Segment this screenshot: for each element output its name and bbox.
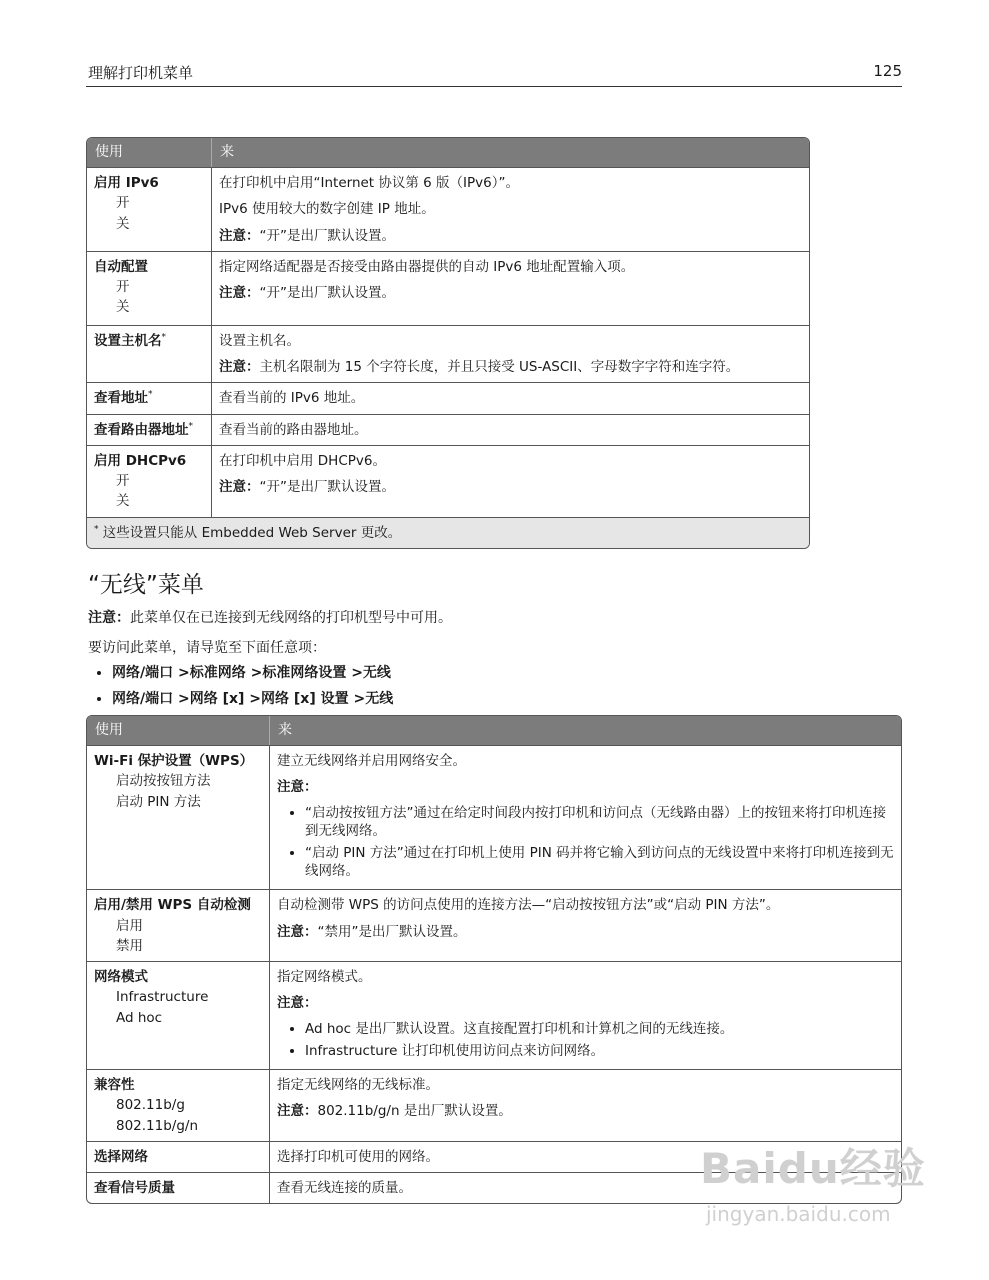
description-cell bbox=[211, 414, 809, 445]
note-bullet: • Ad hoc 是出厂默认设置。这直接配置打印机和计算机之间的无线连接。 bbox=[305, 1020, 895, 1038]
table-row bbox=[87, 889, 901, 961]
note-text: “开”是出厂默认设置。 bbox=[259, 285, 395, 301]
menu-item-name: 启用 IPv6 bbox=[94, 175, 159, 191]
baidu-watermark bbox=[700, 1136, 930, 1246]
note-bullet: • “启动 PIN 方法”通过在打印机上使用 PIN 码并将它输入到访问点的无线设置中来将打印机连接到无线网络。 bbox=[305, 844, 895, 880]
description-line: 指定网络适配器是否接受由路由器提供的自动 IPv6 地址配置输入项。 bbox=[219, 258, 635, 275]
option: 关 bbox=[116, 493, 130, 510]
note-label: 注意： bbox=[219, 227, 260, 244]
description-cell bbox=[211, 382, 809, 413]
note bbox=[219, 226, 803, 246]
option: Ad hoc bbox=[116, 1009, 163, 1026]
section-note bbox=[88, 607, 908, 627]
footnote-row bbox=[87, 517, 809, 548]
description-cell bbox=[269, 745, 901, 889]
section-title: “无线”菜单 bbox=[88, 572, 204, 598]
description-line: 查看无线连接的质量。 bbox=[277, 1180, 412, 1197]
description-cell bbox=[211, 167, 809, 251]
note-text: 802.11b/g/n 是出厂默认设置。 bbox=[317, 1103, 512, 1120]
option: 开 bbox=[116, 473, 130, 489]
description-line: 自动检测带 WPS 的访问点使用的连接方法—“启动按按钮方法”或“启动 PIN 方法”。 bbox=[277, 897, 780, 914]
option: 关 bbox=[116, 215, 130, 232]
description-line: 指定无线网络的无线标准。 bbox=[277, 1077, 439, 1094]
table-row bbox=[87, 445, 809, 517]
table-row bbox=[87, 745, 901, 889]
option: 关 bbox=[116, 299, 130, 316]
note-label: 注意： bbox=[219, 359, 260, 375]
description-cell bbox=[269, 889, 901, 961]
description-cell bbox=[211, 445, 809, 517]
option: Infrastructure bbox=[116, 989, 209, 1006]
wireless-section-heading bbox=[88, 566, 908, 599]
wireless-settings-table bbox=[86, 715, 902, 1204]
menu-item-cell bbox=[87, 1069, 269, 1141]
table-row bbox=[87, 382, 809, 413]
menu-item-cell bbox=[87, 414, 211, 445]
description-cell bbox=[269, 961, 901, 1069]
description-line: 在打印机中启用 DHCPv6。 bbox=[219, 452, 386, 469]
watermark-brand: Baidu经验 bbox=[700, 1144, 926, 1193]
footnote-cell bbox=[87, 517, 809, 548]
menu-item-name: 设置主机名 bbox=[94, 332, 162, 349]
note-text: “开”是出厂默认设置。 bbox=[259, 227, 395, 244]
note-bullets bbox=[277, 1020, 895, 1060]
note-text: “禁用”是出厂默认设置。 bbox=[317, 923, 467, 940]
menu-item-name: 查看地址 bbox=[94, 390, 148, 407]
note-bullet: • “启动按按钮方法”通过在给定时间段内按打印机和访问点（无线路由器）上的按钮来将打印机连接到无线网络。 bbox=[305, 804, 895, 840]
option: 开 bbox=[116, 195, 130, 212]
page-number: 125 bbox=[873, 62, 902, 80]
menu-path: • 网络/端口 >标准网络 >标准网络设置 >无线 bbox=[112, 662, 908, 682]
option: 禁用 bbox=[116, 937, 143, 954]
description-line: IPv6 使用较大的数字创建 IP 地址。 bbox=[219, 201, 435, 218]
menu-path: • 网络/端口 >网络 [x] >网络 [x] 设置 >无线 bbox=[112, 688, 908, 708]
footnote-marker: * bbox=[94, 524, 99, 535]
table-header-row bbox=[87, 716, 901, 745]
description-line: 指定网络模式。 bbox=[277, 969, 372, 986]
option: 启用 bbox=[116, 917, 143, 934]
description-line: 建立无线网络并启用网络安全。 bbox=[277, 753, 466, 769]
table-row bbox=[87, 251, 809, 325]
menu-item-name: 网络模式 bbox=[94, 969, 148, 986]
description-cell bbox=[269, 1069, 901, 1141]
menu-item-name: Wi-Fi 保护设置（WPS） bbox=[94, 753, 254, 769]
note bbox=[219, 283, 803, 303]
option: 开 bbox=[116, 279, 130, 295]
table-row bbox=[87, 961, 901, 1069]
table-header-row bbox=[87, 138, 809, 167]
menu-item-cell bbox=[87, 889, 269, 961]
table-row bbox=[87, 167, 809, 251]
menu-path-list bbox=[88, 662, 908, 714]
menu-item-cell bbox=[87, 445, 211, 517]
note bbox=[219, 357, 803, 377]
menu-item-cell bbox=[87, 961, 269, 1069]
footnote-marker: * bbox=[148, 389, 153, 400]
watermark-url: jingyan.baidu.com bbox=[706, 1202, 891, 1226]
note-label: 注意： bbox=[277, 779, 318, 796]
menu-item-cell bbox=[87, 382, 211, 413]
description-line: 在打印机中启用“Internet 协议第 6 版（IPv6）”。 bbox=[219, 175, 520, 191]
menu-item-cell bbox=[87, 745, 269, 889]
menu-item-cell bbox=[87, 1141, 269, 1172]
description-line: 选择打印机可使用的网络。 bbox=[277, 1148, 439, 1165]
menu-item-name: 选择网络 bbox=[94, 1148, 148, 1165]
option: 802.11b/g bbox=[116, 1097, 185, 1114]
note-text: 此菜单仅在已连接到无线网络的打印机型号中可用。 bbox=[130, 610, 452, 626]
menu-item-cell bbox=[87, 251, 211, 325]
footnote-marker: * bbox=[161, 332, 166, 343]
menu-item-name: 自动配置 bbox=[94, 258, 148, 275]
note bbox=[277, 922, 895, 942]
table-row bbox=[87, 325, 809, 383]
note bbox=[219, 477, 803, 497]
option: 启动按按钮方法 bbox=[116, 773, 211, 790]
description-line: 查看当前的路由器地址。 bbox=[219, 421, 368, 438]
table-row bbox=[87, 414, 809, 445]
menu-item-cell bbox=[87, 1172, 269, 1203]
menu-item-name: 启用/禁用 WPS 自动检测 bbox=[94, 897, 251, 914]
note-label: 注意： bbox=[277, 923, 318, 940]
description-cell bbox=[211, 325, 809, 383]
menu-item-name: 查看路由器地址 bbox=[94, 421, 189, 438]
intro-text: 要访问此菜单，请导览至下面任意项： bbox=[88, 640, 326, 656]
footnote-marker: * bbox=[188, 421, 193, 431]
column-header-to: 来 bbox=[269, 716, 901, 745]
table-row bbox=[87, 1069, 901, 1141]
note-label: 注意： bbox=[219, 479, 260, 495]
page-header bbox=[86, 62, 902, 87]
option: 启动 PIN 方法 bbox=[116, 793, 201, 810]
note-label: 注意： bbox=[88, 610, 130, 626]
menu-item-name: 查看信号质量 bbox=[94, 1180, 175, 1197]
menu-item-name: 启用 DHCPv6 bbox=[94, 452, 187, 469]
column-header-to: 来 bbox=[211, 138, 809, 167]
option: 802.11b/g/n bbox=[116, 1117, 199, 1134]
note-label: 注意： bbox=[277, 1103, 318, 1120]
menu-item-cell bbox=[87, 167, 211, 251]
ipv6-settings-table bbox=[86, 137, 810, 549]
note-text: 主机名限制为 15 个字符长度，并且只接受 US-ASCII、字母数字字符和连字符。 bbox=[259, 359, 740, 375]
note-label: 注意： bbox=[219, 285, 260, 301]
description-cell bbox=[211, 251, 809, 325]
note-label: 注意： bbox=[277, 995, 318, 1012]
section-intro bbox=[88, 637, 908, 657]
note bbox=[277, 1101, 895, 1121]
menu-item-cell bbox=[87, 325, 211, 383]
footnote-text: 这些设置只能从 Embedded Web Server 更改。 bbox=[102, 524, 402, 541]
column-header-use: 使用 bbox=[87, 716, 269, 745]
menu-item-name: 兼容性 bbox=[94, 1077, 135, 1094]
description-line: 设置主机名。 bbox=[219, 332, 300, 349]
note-bullets bbox=[277, 804, 895, 881]
note-text: “开”是出厂默认设置。 bbox=[259, 479, 395, 495]
description-line: 查看当前的 IPv6 地址。 bbox=[219, 390, 365, 407]
column-header-use: 使用 bbox=[87, 138, 211, 167]
header-title: 理解打印机菜单 bbox=[88, 64, 194, 82]
note-bullet: • Infrastructure 让打印机使用访问点来访问网络。 bbox=[305, 1042, 895, 1060]
